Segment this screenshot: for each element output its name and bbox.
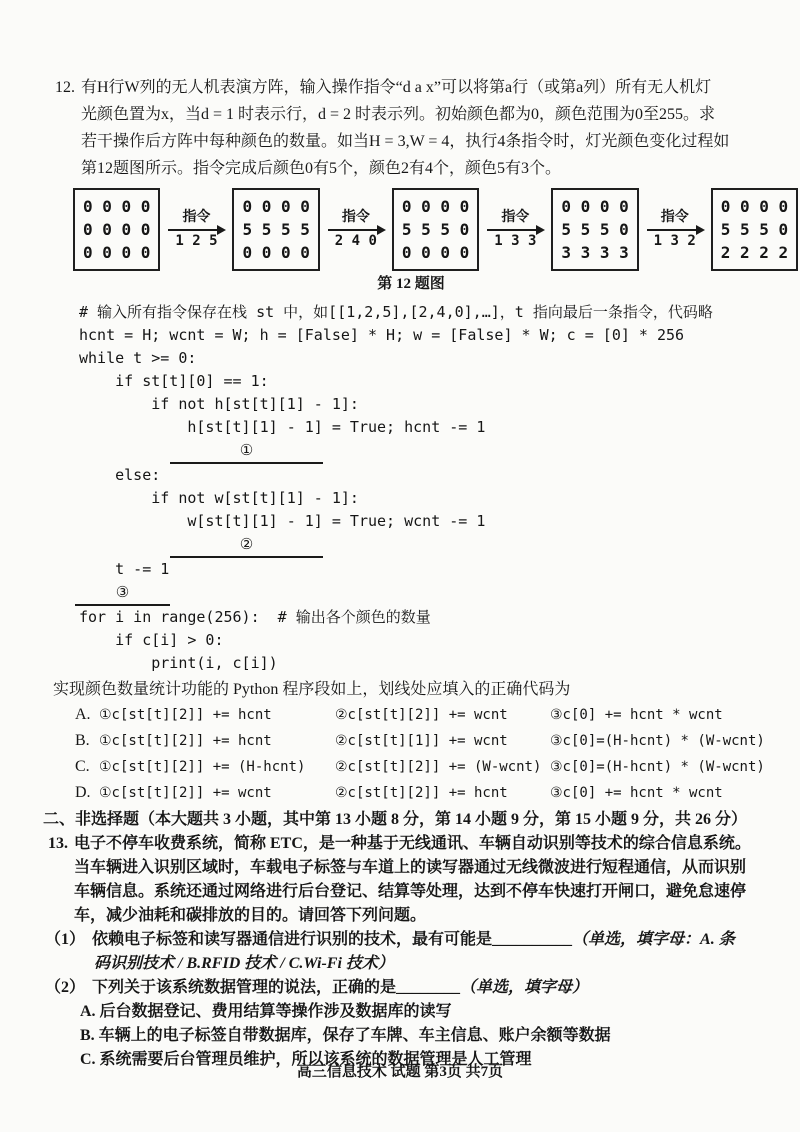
option-row: [75, 754, 765, 780]
question-13-stem: [74, 832, 757, 928]
section-2-heading: 二、非选择题（本大题共 3 小题，其中第 13 小题 8 分，第 14 小题 9 分，第 15 小题 9 分，共 26 分）: [43, 811, 748, 828]
code-line: else:: [79, 466, 161, 484]
arrow-command: 1 3 3: [494, 233, 537, 249]
option-label: D.: [75, 784, 91, 801]
matrix-box: [73, 188, 160, 271]
arrow-label: 指令: [501, 210, 530, 225]
option-row: [75, 728, 765, 754]
figure-12: [73, 188, 789, 295]
matrix-row: 2 2 2 2: [720, 243, 789, 262]
blank-number: ①: [239, 441, 254, 459]
figure-12-row: [73, 188, 789, 271]
option-label: B.: [75, 732, 90, 749]
stem-line: 当车辆进入识别区域时，车载电子标签与车道上的读写器通过无线微波进行短程通信，从而识别: [74, 859, 747, 876]
choice-line: B. 车辆上的电子标签自带数据库，保存了车牌、车主信息、账户余额等数据: [80, 1027, 611, 1044]
question-prompt: 实现颜色数量统计功能的 Python 程序段如上，划线处应填入的正确代码为: [53, 681, 571, 698]
arrow-right-icon: [647, 229, 703, 231]
option-part-2: ②c[st[t][2]] += (W-wcnt): [335, 759, 542, 775]
arrow-right-icon: [168, 229, 224, 231]
stem-line: 车辆信息。系统还通过网络进行后台登记、结算等处理，达到不停车快速打开闸口，避免怠速停: [74, 883, 747, 900]
subquestion-1-text: 依赖电子标签和读写器通信进行识别的技术，最有可能是: [92, 931, 493, 948]
instruction-arrow: [327, 209, 385, 250]
option-part-3: ③c[0]=(H-hcnt) * (W-wcnt): [550, 733, 765, 749]
blank-underline: [75, 581, 170, 606]
choice-line: A. 后台数据登记、费用结算等操作涉及数据库的读写: [80, 1003, 452, 1020]
options-list: [75, 702, 765, 806]
figure-caption: 第 12 题图: [377, 276, 445, 292]
matrix-row: 5 5 5 0: [401, 220, 470, 239]
option-part-3: ③c[0] += hcnt * wcnt: [550, 785, 723, 801]
code-line: if st[t][0] == 1:: [79, 372, 269, 390]
code-line: h[st[t][1] - 1] = True; hcnt -= 1: [79, 418, 486, 436]
blank-underline: [170, 533, 323, 558]
page-content: [43, 74, 789, 1072]
arrow-label: 指令: [341, 210, 370, 225]
option-row: [75, 780, 757, 806]
choice-line: C. 系统需要后台管理员维护，所以该系统的数据管理是人工管理: [80, 1051, 532, 1068]
stem-line: 电子不停车收费系统，简称 ETC，是一种基于无线通讯、车辆自动识别等技术的综合信息系统。: [74, 835, 751, 852]
subquestion-2-label: （2）: [45, 979, 86, 996]
instruction-arrow: [486, 209, 544, 250]
code-line: if not w[st[t][1] - 1]:: [79, 489, 359, 507]
subquestion-1-hint-wrap: 码识别技术 / B.RFID 技术 / C.Wi-Fi 技术）: [94, 955, 394, 972]
arrow-right-icon: [487, 229, 543, 231]
code-line: hcnt = H; wcnt = W; h = [False] * H; w = [False] * W; c = [0] * 256: [79, 326, 685, 344]
option-part-2: ②c[st[t][1]] += wcnt: [335, 733, 508, 749]
subquestion-2-text: 下列关于该系统数据管理的说法，正确的是: [92, 979, 397, 996]
stem-line: 车，减少油耗和碳排放的目的。请回答下列问题。: [74, 907, 427, 924]
option-label: C.: [75, 758, 90, 775]
instruction-arrow: [646, 209, 704, 250]
stem-line: 若干操作后方阵中每种颜色的数量。如当H = 3,W = 4，执行4条指令时，灯光颜色变化过程如: [81, 133, 730, 150]
arrow-command: 2 4 0: [334, 233, 377, 249]
code-line: if not h[st[t][1] - 1]:: [79, 395, 359, 413]
blank-underline: [170, 439, 323, 464]
arrow-label: 指令: [182, 210, 211, 225]
arrow-command: 1 2 5: [175, 233, 218, 249]
matrix-row: 5 5 5 5: [242, 220, 310, 239]
python-code-block: [79, 301, 757, 675]
answer-blank-1: __________: [492, 931, 573, 948]
code-line: for i in range(256): # 输出各个颜色的数量: [79, 608, 431, 626]
matrix-row: 0 0 0 0: [83, 197, 151, 216]
blank-number: ③: [115, 583, 130, 601]
matrix-row: 0 0 0 0: [720, 197, 789, 216]
code-line: if c[i] > 0:: [79, 631, 224, 649]
code-line: print(i, c[i]): [79, 654, 278, 672]
matrix-row: 5 5 5 0: [561, 220, 629, 239]
matrix-row: 0 0 0 0: [561, 197, 629, 216]
option-part-1: ①c[st[t][2]] += (H-hcnt): [99, 759, 306, 775]
question-12-stem: [81, 74, 757, 182]
subquestion-2: [45, 976, 757, 1072]
matrix-row: 0 0 0 0: [401, 197, 470, 216]
matrix-row: 0 0 0 0: [401, 243, 470, 262]
option-part-3: ③c[0]=(H-hcnt) * (W-wcnt): [550, 759, 765, 775]
option-part-1: ①c[st[t][2]] += hcnt: [99, 733, 272, 749]
option-label: A.: [75, 706, 91, 723]
code-line: # 输入所有指令保存在栈 st 中，如[[1,2,5],[2,4,0],…]，t 指向最后一条指令，代码略: [79, 303, 713, 321]
code-line: w[st[t][1] - 1] = True; wcnt -= 1: [79, 512, 486, 530]
option-part-2: ②c[st[t][2]] += hcnt: [335, 785, 508, 801]
matrix-box: [232, 188, 319, 271]
page-footer: 高三信息技术 试题 第3页 共7页: [296, 1064, 504, 1080]
option-row: [75, 702, 757, 728]
matrix-box: [711, 188, 798, 271]
option-part-2: ②c[st[t][2]] += wcnt: [335, 707, 508, 723]
blank-number: ②: [239, 535, 254, 553]
arrow-right-icon: [328, 229, 384, 231]
code-line: t -= 1: [79, 560, 170, 578]
subquestion-1: [45, 928, 757, 976]
question-13: [43, 832, 757, 928]
matrix-row: 0 0 0 0: [242, 197, 310, 216]
matrix-row: 0 0 0 0: [83, 220, 151, 239]
subquestion-1-hint: （单选，填字母：A. 条: [572, 931, 735, 948]
question-12-number: 12.: [55, 79, 75, 96]
question-12: [43, 74, 757, 182]
answer-blank-2: ________: [396, 979, 461, 996]
matrix-row: 0 0 0 0: [83, 243, 151, 262]
stem-line: 光颜色置为x，当d = 1 时表示行，d = 2 时表示列。初始颜色都为0，颜色范围为0至255。求: [81, 106, 716, 123]
option-part-1: ①c[st[t][2]] += wcnt: [99, 785, 272, 801]
subquestion-1-label: （1）: [45, 931, 86, 948]
matrix-row: 3 3 3 3: [561, 243, 629, 262]
matrix-row: 5 5 5 0: [720, 220, 789, 239]
instruction-arrow: [167, 209, 225, 250]
option-part-3: ③c[0] += hcnt * wcnt: [550, 707, 723, 723]
arrow-command: 1 3 2: [653, 233, 696, 249]
arrow-label: 指令: [660, 210, 689, 225]
matrix-row: 0 0 0 0: [242, 243, 310, 262]
stem-line: 有H行W列的无人机表演方阵，输入操作指令“d a x”可以将第a行（或第a列）所有无人机灯: [81, 79, 712, 96]
matrix-box: [551, 188, 638, 271]
matrix-box: [392, 188, 479, 271]
subquestion-2-hint: （单选，填字母）: [460, 979, 589, 996]
stem-line: 第12题图所示。指令完成后颜色0有5个，颜色2有4个，颜色5有3个。: [81, 160, 562, 177]
question-13-number: 13.: [48, 835, 68, 852]
code-line: while t >= 0:: [79, 349, 197, 367]
option-part-1: ①c[st[t][2]] += hcnt: [99, 707, 272, 723]
